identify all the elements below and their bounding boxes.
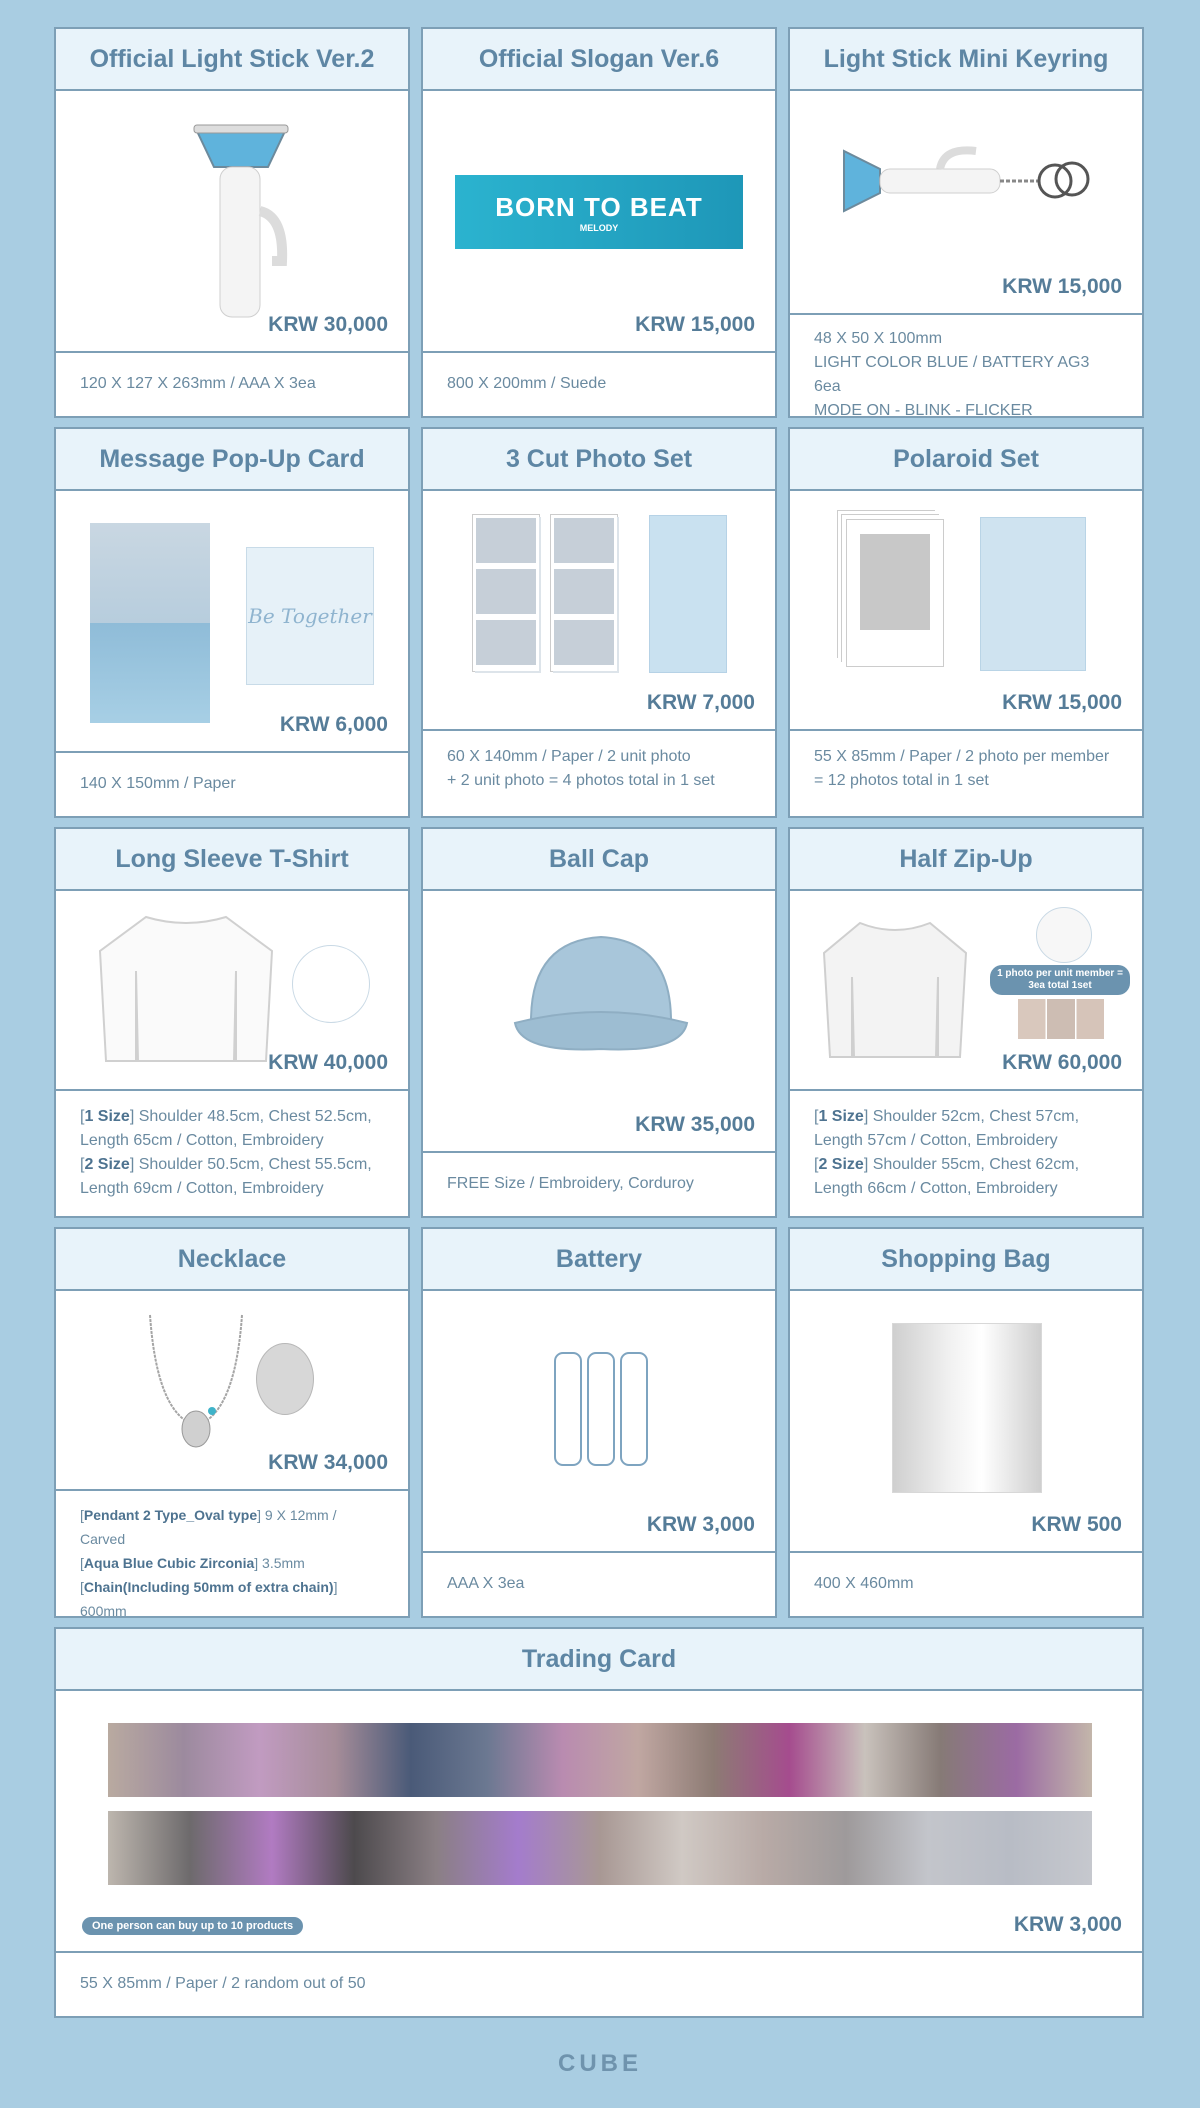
product-title: Long Sleeve T-Shirt <box>56 829 408 891</box>
product-image-area <box>56 491 408 753</box>
product-desc <box>56 353 408 414</box>
size-label: 2 Size <box>84 1156 130 1173</box>
product-card-ball-cap <box>421 827 777 1218</box>
product-image-area <box>423 891 775 1153</box>
product-price: KRW 34,000 <box>268 1451 388 1474</box>
keyring-illustration <box>840 141 1100 221</box>
member-photos <box>1018 999 1104 1039</box>
product-card-trading-card <box>54 1627 1144 2018</box>
desc-line: 60 X 140mm / Paper / 2 unit photo <box>447 748 691 765</box>
product-desc <box>790 315 1142 423</box>
product-card-tshirt <box>54 827 410 1218</box>
product-price: KRW 60,000 <box>1002 1051 1122 1074</box>
desc-line: 48 X 50 X 100mm <box>814 330 943 347</box>
size-text: Shoulder 50.5cm, Chest 55.5cm, Length 69cm / Cotton, Embroidery <box>80 1156 372 1197</box>
polaroid-photo <box>846 519 944 667</box>
slogan-subtext: MELODY <box>579 222 619 233</box>
product-desc <box>790 1553 1142 1614</box>
product-price: KRW 500 <box>1031 1513 1122 1536</box>
product-image-area <box>423 491 775 731</box>
product-card-light-stick <box>54 27 410 418</box>
spec-label: Chain(Including 50mm of extra chain) <box>83 1579 334 1595</box>
product-title: Necklace <box>56 1229 408 1291</box>
pendant-spec: [Pendant 2 Type_Oval type] 9 X 12mm / Carved <box>80 1507 337 1547</box>
product-title: Shopping Bag <box>790 1229 1142 1291</box>
product-price: KRW 30,000 <box>268 313 388 336</box>
product-title: Polaroid Set <box>790 429 1142 491</box>
tshirt-illustration <box>96 911 276 1071</box>
popup-card-image <box>90 523 210 723</box>
product-image-area <box>790 491 1142 731</box>
product-desc <box>790 1091 1142 1201</box>
product-title: Light Stick Mini Keyring <box>790 29 1142 91</box>
product-desc <box>56 1491 408 1647</box>
desc-line: LIGHT COLOR BLUE / BATTERY AG3 6ea <box>814 354 1090 395</box>
product-title: Ball Cap <box>423 829 775 891</box>
product-title: Official Slogan Ver.6 <box>423 29 775 91</box>
product-price: KRW 7,000 <box>646 691 755 714</box>
product-card-polaroid <box>788 427 1144 818</box>
product-image-area <box>56 1691 1142 1953</box>
product-desc <box>423 731 775 793</box>
product-price: KRW 15,000 <box>635 313 755 336</box>
product-card-photo-set <box>421 427 777 818</box>
desc-line: 55 X 85mm / Paper / 2 random out of 50 <box>80 1974 366 1992</box>
size-1-spec: [1 Size] Shoulder 52cm, Chest 57cm, Length 57cm / Cotton, Embroidery <box>814 1108 1080 1149</box>
product-price: KRW 3,000 <box>1013 1913 1122 1936</box>
desc-line: 120 X 127 X 263mm / AAA X 3ea <box>80 374 316 392</box>
product-desc <box>423 1553 775 1614</box>
product-title: Trading Card <box>56 1629 1142 1691</box>
photo-badge <box>990 965 1130 995</box>
desc-line: FREE Size / Embroidery, Corduroy <box>447 1174 694 1192</box>
product-image-area <box>790 891 1142 1091</box>
product-card-battery <box>421 1227 777 1618</box>
size-label: 1 Size <box>818 1108 864 1125</box>
product-image-area <box>56 891 408 1091</box>
battery-illustration <box>551 1349 651 1469</box>
badge-text: 1 photo per unit member = 3ea total 1set <box>997 968 1123 991</box>
detail-circle <box>1036 907 1092 963</box>
product-desc <box>423 1153 775 1214</box>
light-stick-illustration <box>186 121 296 321</box>
slogan-text: BORN TO BEAT <box>495 191 703 222</box>
chain-spec: [Chain(Including 50mm of extra chain)] 600mm <box>80 1579 338 1619</box>
product-image-area <box>790 1291 1142 1553</box>
photo-strip <box>551 515 617 671</box>
desc-line: 400 X 460mm <box>814 1574 914 1592</box>
desc-line: AAA X 3ea <box>447 1574 525 1592</box>
product-price: KRW 40,000 <box>268 1051 388 1074</box>
product-title: Message Pop-Up Card <box>56 429 408 491</box>
desc-line: 800 X 200mm / Suede <box>447 374 607 392</box>
shopping-bag-image <box>892 1323 1042 1493</box>
necklace-illustration <box>146 1311 246 1451</box>
product-desc <box>56 1953 1142 2014</box>
product-card-necklace <box>54 1227 410 1618</box>
product-price: KRW 6,000 <box>279 713 388 736</box>
size-label: 2 Size <box>818 1156 864 1173</box>
product-price: KRW 15,000 <box>1002 691 1122 714</box>
spec-text: 3.5mm <box>262 1555 305 1571</box>
product-card-half-zip <box>788 827 1144 1218</box>
product-desc <box>56 1091 408 1201</box>
cube-logo: CUBE <box>557 2050 642 2077</box>
product-card-keyring <box>788 27 1144 418</box>
half-zip-illustration <box>820 917 970 1067</box>
pendant-detail <box>256 1343 314 1415</box>
trading-card-row-2 <box>108 1811 1092 1885</box>
spec-label: Pendant 2 Type_Oval type <box>83 1507 258 1523</box>
slogan-banner <box>455 175 743 249</box>
size-text: Shoulder 48.5cm, Chest 52.5cm, Length 65cm / Cotton, Embroidery <box>80 1108 372 1149</box>
size-2-spec: [2 Size] Shoulder 55cm, Chest 62cm, Length 66cm / Cotton, Embroidery <box>814 1156 1080 1197</box>
product-image-area <box>790 91 1142 315</box>
purchase-limit-badge: One person can buy up to 10 products <box>82 1917 303 1935</box>
size-1-spec: [1 Size] Shoulder 48.5cm, Chest 52.5cm, Length 65cm / Cotton, Embroidery <box>80 1108 372 1149</box>
product-desc <box>790 731 1142 793</box>
product-card-slogan <box>421 27 777 418</box>
product-desc <box>56 753 408 814</box>
product-desc <box>423 353 775 414</box>
ball-cap-illustration <box>511 931 691 1061</box>
product-price: KRW 15,000 <box>1002 275 1122 298</box>
product-title: Battery <box>423 1229 775 1291</box>
desc-line: + 2 unit photo = 4 photos total in 1 set <box>447 772 715 789</box>
desc-line: 55 X 85mm / Paper / 2 photo per member <box>814 748 1110 765</box>
product-card-popup-card <box>54 427 410 818</box>
product-price: KRW 35,000 <box>635 1113 755 1136</box>
size-2-spec: [2 Size] Shoulder 50.5cm, Chest 55.5cm, Length 69cm / Cotton, Embroidery <box>80 1156 372 1197</box>
product-image-area <box>56 1291 408 1491</box>
size-label: 1 Size <box>84 1108 130 1125</box>
product-title: Half Zip-Up <box>790 829 1142 891</box>
spec-label: Aqua Blue Cubic Zirconia <box>83 1555 255 1571</box>
product-image-area <box>423 1291 775 1553</box>
product-card-shopping-bag <box>788 1227 1144 1618</box>
popup-card-cover <box>246 547 374 685</box>
size-text: Shoulder 55cm, Chest 62cm, Length 66cm / Cotton, Embroidery <box>814 1156 1080 1197</box>
polaroid-envelope <box>980 517 1086 671</box>
spec-text: 600mm <box>80 1603 127 1619</box>
photo-strip <box>473 515 539 671</box>
size-text: Shoulder 52cm, Chest 57cm, Length 57cm / Cotton, Embroidery <box>814 1108 1080 1149</box>
trading-card-row-1 <box>108 1723 1092 1797</box>
desc-line: = 12 photos total in 1 set <box>814 772 989 789</box>
spec-text: 9 X 12mm / Carved <box>80 1507 337 1547</box>
zirconia-spec: [Aqua Blue Cubic Zirconia] 3.5mm <box>80 1555 305 1571</box>
product-price: KRW 3,000 <box>646 1513 755 1536</box>
product-title: 3 Cut Photo Set <box>423 429 775 491</box>
product-image-area <box>423 91 775 353</box>
desc-line: MODE ON - BLINK - FLICKER <box>814 402 1033 419</box>
desc-line: 140 X 150mm / Paper <box>80 774 236 792</box>
product-image-area <box>56 91 408 353</box>
embroidery-detail-circle <box>292 945 370 1023</box>
product-title: Official Light Stick Ver.2 <box>56 29 408 91</box>
cover-text: Be Together <box>248 604 372 628</box>
photo-envelope <box>649 515 727 673</box>
